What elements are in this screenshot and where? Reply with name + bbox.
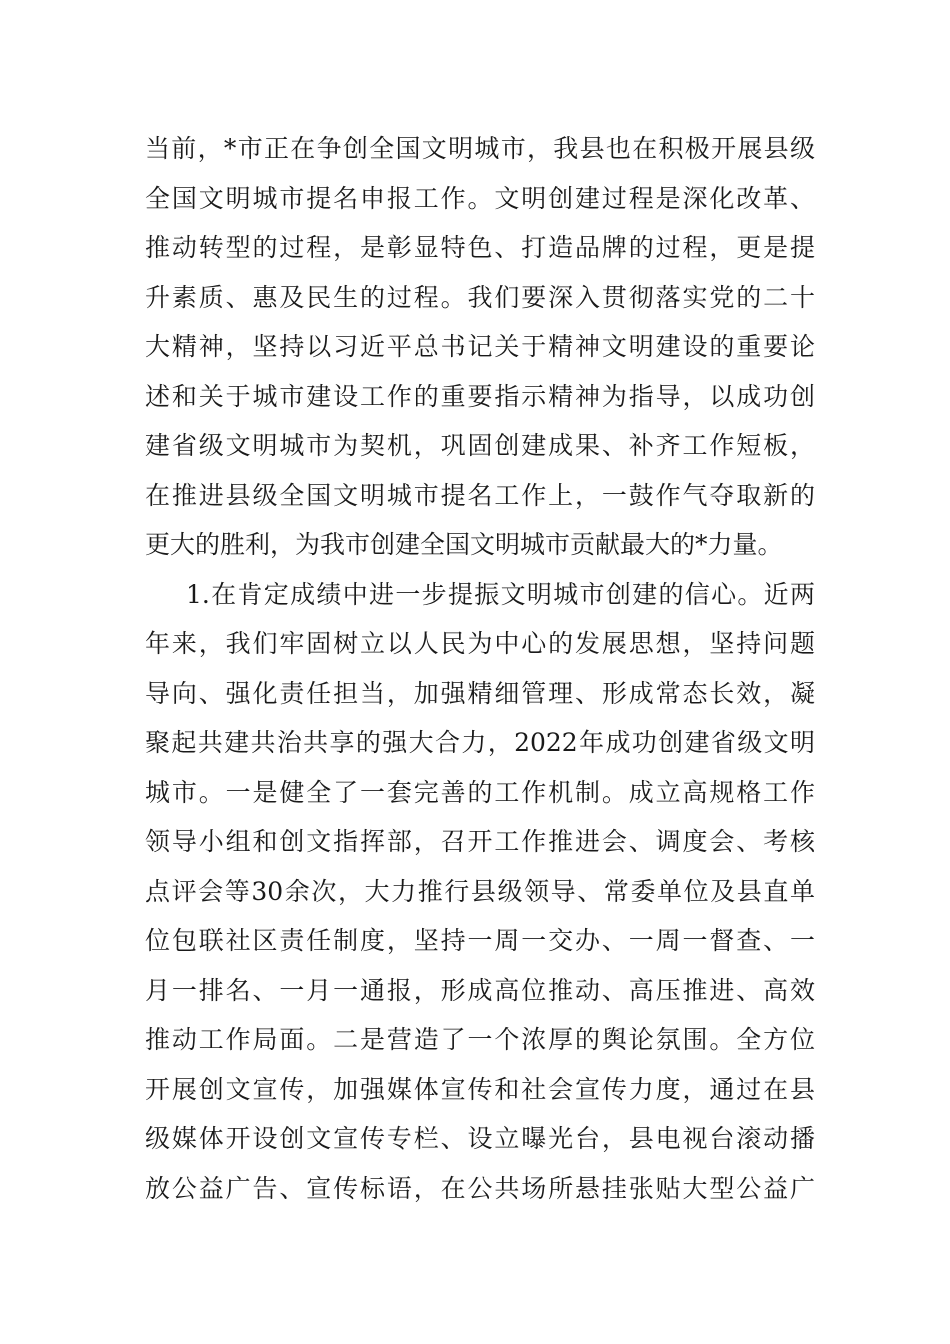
text-line: 推动工作局面。二是营造了一个浓厚的舆论氛围。全方位 [145, 1025, 815, 1054]
text-line: 年来，我们牢固树立以人民为中心的发展思想，坚持问题 [145, 629, 815, 658]
text-line: 放公益广告、宣传标语，在公共场所悬挂张贴大型公益广 [145, 1173, 815, 1203]
paragraph-end-line: 更大的胜利，为我市创建全国文明城市贡献最大的*力量。 [145, 530, 783, 559]
text-line: 位包联社区责任制度，坚持一周一交办、一周一督查、一 [145, 926, 815, 955]
text-line: 述和关于城市建设工作的重要指示精神为指导，以成功创 [145, 381, 815, 411]
text-line: 级媒体开设创文宣传专栏、设立曝光台，县电视台滚动播 [145, 1124, 815, 1153]
text-line: 聚起共建共治共享的强大合力，2022年成功创建省级文明 [145, 728, 815, 757]
text-line: 开展创文宣传，加强媒体宣传和社会宣传力度，通过在县 [145, 1074, 815, 1104]
text-line: 月一排名、一月一通报，形成高位推动、高压推进、高效 [145, 975, 815, 1005]
body-text [145, 124, 815, 1213]
text-line: 点评会等30余次，大力推行县级领导、常委单位及县直单 [145, 876, 815, 906]
text-line: 领导小组和创文指挥部，召开工作推进会、调度会、考核 [145, 827, 815, 856]
text-line: 升素质、惠及民生的过程。我们要深入贯彻落实党的二十 [145, 282, 815, 312]
section-heading-line: 1.在肯定成绩中进一步提振文明城市创建的信心。近两 [186, 579, 815, 609]
text-line: 当前，*市正在争创全国文明城市，我县也在积极开展县级 [145, 134, 815, 163]
text-line: 推动转型的过程，是彰显特色、打造品牌的过程，更是提 [145, 233, 815, 262]
text-line: 大精神，坚持以习近平总书记关于精神文明建设的重要论 [145, 332, 815, 361]
text-line: 在推进县级全国文明城市提名工作上，一鼓作气夺取新的 [145, 480, 815, 510]
text-line: 导向、强化责任担当，加强精细管理、形成常态长效，凝 [145, 678, 815, 708]
text-line: 城市。一是健全了一套完善的工作机制。成立高规格工作 [145, 777, 815, 807]
text-line: 全国文明城市提名申报工作。文明创建过程是深化改革、 [145, 183, 815, 213]
text-line: 建省级文明城市为契机，巩固创建成果、补齐工作短板， [145, 431, 815, 460]
